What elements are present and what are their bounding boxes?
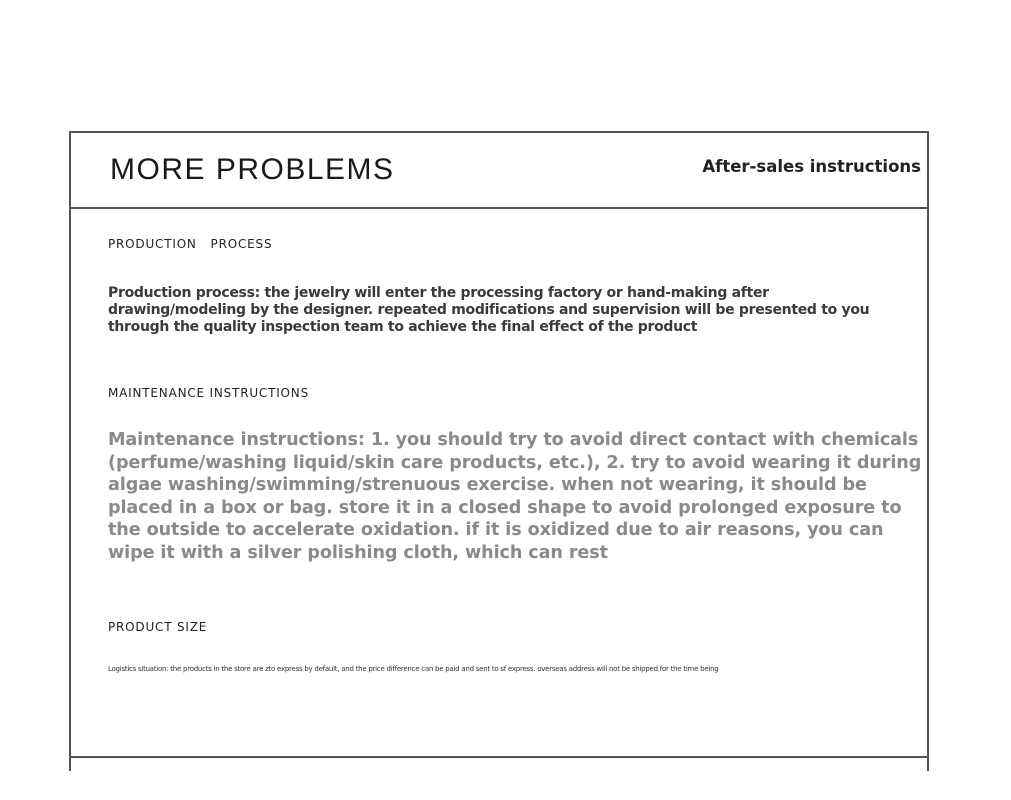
maintenance-instructions-heading: MAINTENANCE INSTRUCTIONS: [108, 386, 309, 400]
production-process-heading: PRODUCTION PROCESS: [108, 237, 273, 251]
bottom-divider: [69, 756, 929, 758]
logistics-note-text: Logistics situation: the products in the store are zto express by default, and the price difference can be paid and sent to sf express. overseas address will not be shipped for the time being: [108, 665, 719, 673]
production-process-text: Production process: the jewelry will enter the processing factory or hand-making after drawing/modeling by the designer. repeated modifications and supervision will be presented to you through the quality inspection team to achieve the final effect of the product: [108, 285, 870, 335]
page-title: MORE PROBLEMS: [110, 153, 395, 186]
product-size-heading: PRODUCT SIZE: [108, 620, 208, 634]
header-divider: [69, 207, 929, 209]
maintenance-instructions-text: Maintenance instructions: 1. you should try to avoid direct contact with chemicals (perfume/washing liquid/skin care products, etc.), 2. try to avoid wearing it during algae washing/swimming/strenuous exercise. when not wearing, it should be placed in a box or bag. store it in a closed shape to avoid prolonged exposure to the outside to accelerate oxidation. if it is oxidized due to air reasons, you can wipe it with a silver polishing cloth, which can rest: [108, 430, 922, 563]
page-subtitle: After-sales instructions: [702, 157, 921, 176]
